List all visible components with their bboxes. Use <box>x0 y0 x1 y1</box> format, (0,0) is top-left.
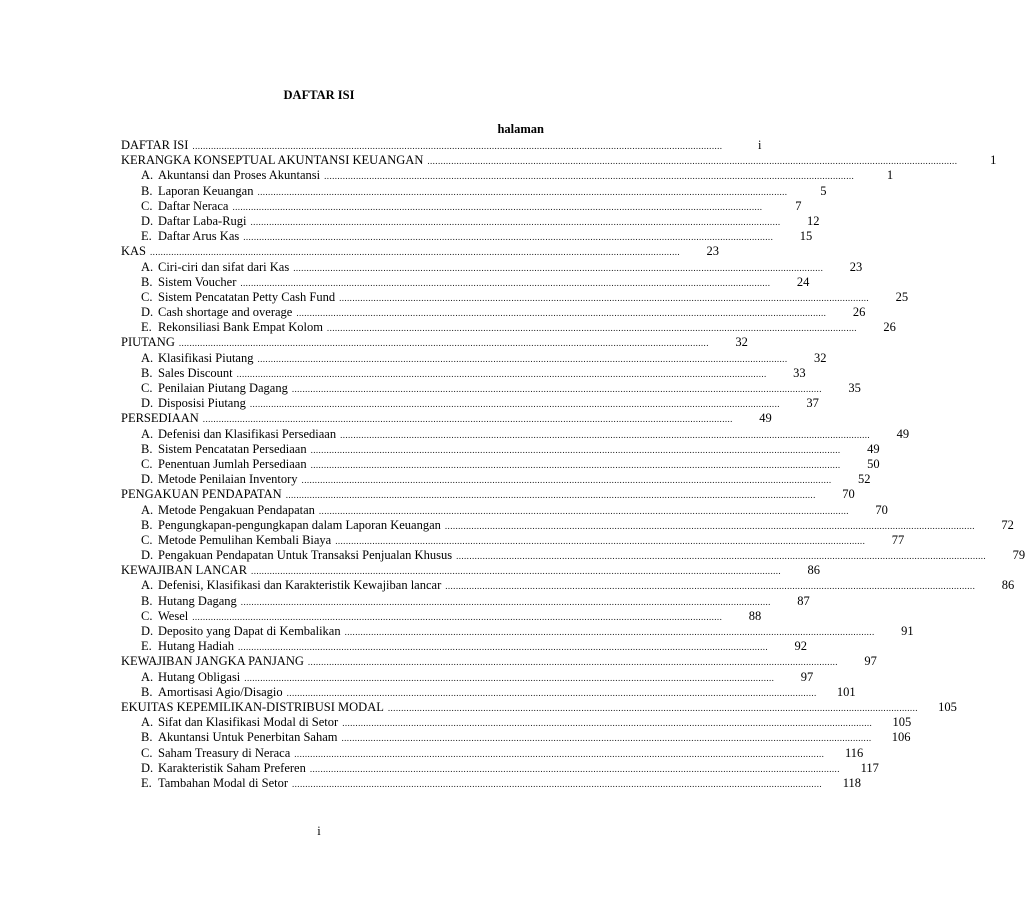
toc-entry-label: Metode Pengakuan Pendapatan <box>158 502 315 517</box>
toc-subentry <box>121 684 856 700</box>
toc-leader-dots: ........................................................................................................................................................................................................ <box>307 657 838 668</box>
toc-subentry <box>121 608 762 624</box>
page-title: DAFTAR ISI <box>283 88 355 102</box>
toc-entry-page: 52 <box>858 472 871 487</box>
toc-subentry <box>121 198 802 214</box>
toc-leader-dots: ........................................................................................................................................................................................................ <box>444 520 975 531</box>
toc-entry-page: 70 <box>842 487 855 502</box>
toc-entry-label: Penentuan Jumlah Persediaan <box>158 456 307 471</box>
toc-entry-letter: C. <box>141 198 153 213</box>
toc-entry-letter: D. <box>141 213 154 228</box>
toc-leader-dots: ........................................................................................................................................................................................................ <box>240 596 771 607</box>
toc-subentry <box>121 745 864 761</box>
toc-chapter-entry <box>121 244 720 259</box>
toc-entry-page: 117 <box>860 760 879 775</box>
toc-leader-dots: ........................................................................................................................................................................................................ <box>244 672 775 683</box>
toc-entry-label: Akuntansi Untuk Penerbitan Saham <box>158 730 338 745</box>
toc-entry-page: 5 <box>820 183 827 198</box>
toc-entry-letter: D. <box>141 305 154 320</box>
toc-entry-letter: A. <box>141 168 154 183</box>
toc-leader-dots: ........................................................................................................................................................................................................ <box>310 459 841 470</box>
toc-entry-label: Cash shortage and overage <box>158 305 293 320</box>
toc-entry-label: Wesel <box>158 608 189 623</box>
toc-leader-dots: ........................................................................................................................................................................................................ <box>251 566 782 577</box>
toc-entry-letter: D. <box>141 760 154 775</box>
toc-entry-page: i <box>757 138 762 152</box>
toc-entry-label: Amortisasi Agio/Disagio <box>158 684 283 699</box>
toc-entry-letter: C. <box>141 608 153 623</box>
toc-leader-dots: ........................................................................................................................................................................................................ <box>310 444 841 455</box>
toc-entry-page: 26 <box>883 320 896 335</box>
toc-entry-letter: B. <box>141 274 153 289</box>
toc-entry-page: 116 <box>844 745 864 760</box>
toc-entry-label: Defenisi dan Klasifikasi Persediaan <box>158 426 337 441</box>
toc-entry-page: 32 <box>813 350 827 365</box>
toc-entry-letter: C. <box>141 289 153 304</box>
toc-subentry <box>121 669 814 685</box>
toc-leader-dots: ........................................................................................................................................................................................................ <box>178 338 709 349</box>
toc-subentry <box>121 305 866 320</box>
toc-entry-page: 72 <box>1001 517 1014 532</box>
toc-entry-page: 1 <box>886 168 894 183</box>
toc-subentry <box>121 760 879 776</box>
toc-subentry <box>121 320 896 335</box>
toc-leader-dots: ........................................................................................................................................................................................................ <box>341 733 872 744</box>
toc-leader-dots: ........................................................................................................................................................................................................ <box>456 551 987 562</box>
toc-leader-dots: ........................................................................................................................................................................................................ <box>250 216 781 227</box>
toc-entry-letter: E. <box>141 775 152 790</box>
toc-entry-page: 12 <box>807 213 820 228</box>
toc-subentry <box>121 289 909 305</box>
toc-entry-letter: B. <box>141 441 153 456</box>
toc-entry-page: 33 <box>793 365 806 380</box>
toc-subentry <box>121 259 863 275</box>
toc-entry-label: Penilaian Piutang Dagang <box>158 381 288 395</box>
toc-leader-dots: ........................................................................................................................................................................................................ <box>293 262 824 273</box>
toc-entry-label: Saham Treasury di Neraca <box>158 745 291 760</box>
toc-entry-letter: E. <box>141 229 152 244</box>
toc-subentry <box>121 730 911 745</box>
toc-entry-label: KERANGKA KONSEPTUAL AKUNTANSI KEUANGAN <box>121 153 424 168</box>
toc-entry-label: Klasifikasi Piutang <box>158 350 254 365</box>
toc-leader-dots: ........................................................................................................................................................................................................ <box>291 384 822 394</box>
toc-entry-page: 70 <box>875 502 888 517</box>
toc-entry-label: Pengakuan Pendapatan Untuk Transaksi Penjualan Khusus <box>158 548 453 563</box>
toc-subentry <box>121 472 871 487</box>
toc-entry-label: Akuntansi dan Proses Akuntansi <box>158 168 321 183</box>
toc-leader-dots: ........................................................................................................................................................................................................ <box>240 277 771 288</box>
toc-entry-label: PERSEDIAAN <box>121 411 199 426</box>
toc-entry-letter: B. <box>141 684 153 699</box>
toc-entry-page: 118 <box>842 775 861 790</box>
toc-subentry <box>121 532 905 548</box>
toc-entry-label: DAFTAR ISI <box>121 138 189 152</box>
toc-entry-label: Sifat dan Klasifikasi Modal di Setor <box>158 715 339 730</box>
toc-subentry <box>121 396 819 411</box>
toc-entry-label: Disposisi Piutang <box>158 396 246 411</box>
toc-entry-label: Defenisi, Klasifikasi dan Karakteristik Kewajiban lancar <box>158 578 442 593</box>
toc-subentry <box>121 381 861 396</box>
toc-leader-dots: ........................................................................................................................................................................................................ <box>236 368 767 379</box>
toc-subentry <box>121 229 813 244</box>
toc-subentry <box>121 168 894 183</box>
toc-entry-page: 15 <box>799 229 813 244</box>
toc-leader-dots: ........................................................................................................................................................................................................ <box>249 399 780 410</box>
toc-entry-page: 23 <box>706 244 720 259</box>
toc-entry-letter: D. <box>141 548 154 563</box>
toc-entry-page: 7 <box>795 198 802 213</box>
toc-entry-label: PIUTANG <box>121 335 175 350</box>
toc-entry-letter: E. <box>141 639 152 654</box>
toc-subentry <box>121 715 912 730</box>
toc-subentry <box>121 639 808 654</box>
toc-entry-letter: A. <box>141 350 154 365</box>
toc-entry-page: 86 <box>1001 578 1015 593</box>
toc-entry-label: Sistem Pencatatan Persediaan <box>158 441 307 456</box>
toc-subentry <box>121 426 910 442</box>
toc-subentry <box>121 593 810 609</box>
toc-entry-page: 86 <box>807 563 821 578</box>
toc-entry-letter: C. <box>141 381 153 395</box>
toc-leader-dots: ........................................................................................................................................................................................................ <box>243 232 774 243</box>
toc-chapter-entry <box>121 487 855 502</box>
toc-entry-label: Pengungkapan-pengungkapan dalam Laporan Keuangan <box>158 517 441 532</box>
toc-leader-dots: ........................................................................................................................................................................................................ <box>286 687 817 698</box>
toc-subentry <box>121 578 1015 593</box>
toc-chapter-entry <box>121 563 821 578</box>
toc-entry-letter: E. <box>141 320 152 335</box>
toc-entry-page: 97 <box>800 669 814 684</box>
toc-entry-page: 1 <box>990 153 997 168</box>
toc-entry-letter: C. <box>141 532 153 547</box>
toc-subentry <box>121 183 827 199</box>
toc-entry-label: Sales Discount <box>158 365 233 380</box>
toc-entry-label: KEWAJIBAN JANGKA PANJANG <box>121 654 304 669</box>
toc-entry-letter: C. <box>141 456 153 471</box>
toc-entry-label: Daftar Laba-Rugi <box>158 213 247 228</box>
toc-leader-dots: ........................................................................................................................................................................................................ <box>445 581 976 592</box>
toc-entry-page: 32 <box>735 335 748 350</box>
toc-leader-dots: ........................................................................................................................................................................................................ <box>344 627 875 637</box>
toc-entry-page: 88 <box>748 608 762 623</box>
toc-entry-label: Hutang Hadiah <box>158 639 235 654</box>
toc-subentry <box>121 517 1014 533</box>
toc-leader-dots: ........................................................................................................................................................................................................ <box>150 247 681 258</box>
toc-subentry <box>121 775 861 791</box>
toc-entry-label: Hutang Dagang <box>158 593 237 608</box>
toc-leader-dots: ........................................................................................................................................................................................................ <box>301 475 832 486</box>
toc-entry-letter: B. <box>141 517 153 532</box>
toc-entry-page: 91 <box>901 624 914 638</box>
toc-leader-dots: ........................................................................................................................................................................................................ <box>292 778 822 789</box>
toc-entry-letter: C. <box>141 745 153 760</box>
toc-leader-dots: ........................................................................................................................................................................................................ <box>335 535 866 546</box>
toc-entry-letter: A. <box>141 715 154 730</box>
toc-subentry <box>121 548 1025 563</box>
toc-entry-page: 87 <box>797 593 810 608</box>
toc-entry-letter: A. <box>141 669 154 684</box>
toc-leader-dots: ........................................................................................................................................................................................................ <box>257 353 788 364</box>
toc-entry-label: Daftar Arus Kas <box>158 229 240 244</box>
toc-subentry <box>121 441 880 457</box>
toc-entry-letter: A. <box>141 259 154 274</box>
toc-chapter-entry <box>121 335 748 350</box>
toc-entry-letter: A. <box>141 426 154 441</box>
toc-entry-letter: A. <box>141 578 154 593</box>
toc-leader-dots: ........................................................................................................................................................................................................ <box>232 201 763 212</box>
toc-chapter-entry <box>121 699 957 715</box>
toc-entry-page: 101 <box>836 684 856 699</box>
toc-entry-page: 26 <box>852 305 866 320</box>
toc-entry-letter: D. <box>141 472 154 487</box>
toc-entry-page: 49 <box>759 411 772 426</box>
footer-page-number: i <box>317 824 321 838</box>
toc-entry-page: 105 <box>892 715 912 730</box>
toc-entry-page: 37 <box>806 396 819 411</box>
toc-entry-page: 106 <box>891 730 911 745</box>
toc-entry-label: Karakteristik Saham Preferen <box>158 760 306 775</box>
toc-leader-dots: ........................................................................................................................................................................................................ <box>238 642 769 653</box>
toc-entry-letter: D. <box>141 624 154 638</box>
toc-entry-label: Rekonsiliasi Bank Empat Kolom <box>158 320 323 335</box>
toc-entry-page: 49 <box>867 441 880 456</box>
toc-entry-page: 23 <box>849 259 863 274</box>
toc-entry-label: Tambahan Modal di Setor <box>158 775 288 790</box>
toc-leader-dots: ........................................................................................................................................................................................................ <box>318 505 849 516</box>
toc-entry-letter: A. <box>141 502 154 517</box>
toc-entry-letter: B. <box>141 593 153 608</box>
toc-subentry <box>121 350 827 366</box>
page-column-header: halaman <box>497 122 544 136</box>
toc-subentry <box>121 456 880 472</box>
toc-entry-page: 25 <box>895 289 909 304</box>
toc-entry-label: Metode Pemulihan Kembali Biaya <box>158 532 332 547</box>
toc-entry-letter: B. <box>141 730 153 745</box>
toc-leader-dots: ........................................................................................................................................................................................................ <box>257 186 788 197</box>
toc-entry-label: Sistem Voucher <box>158 274 237 289</box>
toc-entry-label: KEWAJIBAN LANCAR <box>121 563 248 578</box>
toc-entry-label: Ciri-ciri dan sifat dari Kas <box>158 259 290 274</box>
toc-entry-label: Hutang Obligasi <box>158 669 241 684</box>
toc-leader-dots: ........................................................................................................................................................................................................ <box>309 763 840 774</box>
toc-chapter-entry <box>121 138 762 153</box>
toc-leader-dots: ........................................................................................................................................................................................................ <box>339 292 870 303</box>
table-of-contents <box>121 138 1025 791</box>
toc-entry-label: Deposito yang Dapat di Kembalikan <box>158 624 341 638</box>
toc-entry-page: 79 <box>1012 548 1025 563</box>
toc-subentry <box>121 624 914 639</box>
toc-entry-page: 97 <box>864 654 877 669</box>
toc-entry-label: Metode Penilaian Inventory <box>158 472 298 487</box>
toc-entry-page: 92 <box>794 639 808 654</box>
toc-leader-dots: ........................................................................................................................................................................................................ <box>294 748 825 759</box>
toc-entry-label: EKUITAS KEPEMILIKAN-DISTRIBUSI MODAL <box>121 699 384 714</box>
toc-leader-dots: ........................................................................................................................................................................................................ <box>192 611 723 622</box>
toc-chapter-entry <box>121 411 772 426</box>
toc-leader-dots: ........................................................................................................................................................................................................ <box>296 308 827 319</box>
toc-leader-dots: ........................................................................................................................................................................................................ <box>202 414 733 425</box>
toc-entry-letter: D. <box>141 396 154 411</box>
toc-subentry <box>121 213 820 229</box>
toc-chapter-entry <box>121 654 877 669</box>
toc-entry-page: 77 <box>891 532 905 547</box>
toc-entry-label: Sistem Pencatatan Petty Cash Fund <box>158 289 336 304</box>
toc-entry-label: KAS <box>121 244 147 259</box>
toc-subentry <box>121 502 888 518</box>
toc-entry-page: 49 <box>896 426 910 441</box>
toc-entry-label: PENGAKUAN PENDAPATAN <box>121 487 282 502</box>
toc-leader-dots: ........................................................................................................................................................................................................ <box>285 490 816 501</box>
toc-entry-page: 50 <box>867 456 880 471</box>
toc-leader-dots: ........................................................................................................................................................................................................ <box>340 429 871 440</box>
toc-chapter-entry <box>121 153 997 168</box>
toc-leader-dots: ........................................................................................................................................................................................................ <box>427 156 958 167</box>
toc-subentry <box>121 365 806 381</box>
toc-leader-dots: ........................................................................................................................................................................................................ <box>387 702 918 713</box>
toc-entry-letter: B. <box>141 365 153 380</box>
toc-entry-letter: B. <box>141 183 153 198</box>
toc-leader-dots: ........................................................................................................................................................................................................ <box>324 171 855 182</box>
toc-entry-page: 105 <box>938 699 957 714</box>
toc-entry-label: Laporan Keuangan <box>158 183 254 198</box>
toc-subentry <box>121 274 810 290</box>
toc-leader-dots: ........................................................................................................................................................................................................ <box>326 323 857 334</box>
toc-leader-dots: ........................................................................................................................................................................................................ <box>342 718 873 729</box>
toc-leader-dots: ........................................................................................................................................................................................................ <box>192 141 723 151</box>
toc-entry-page: 35 <box>848 381 861 395</box>
toc-entry-page: 24 <box>796 274 810 289</box>
toc-entry-label: Daftar Neraca <box>158 198 229 213</box>
